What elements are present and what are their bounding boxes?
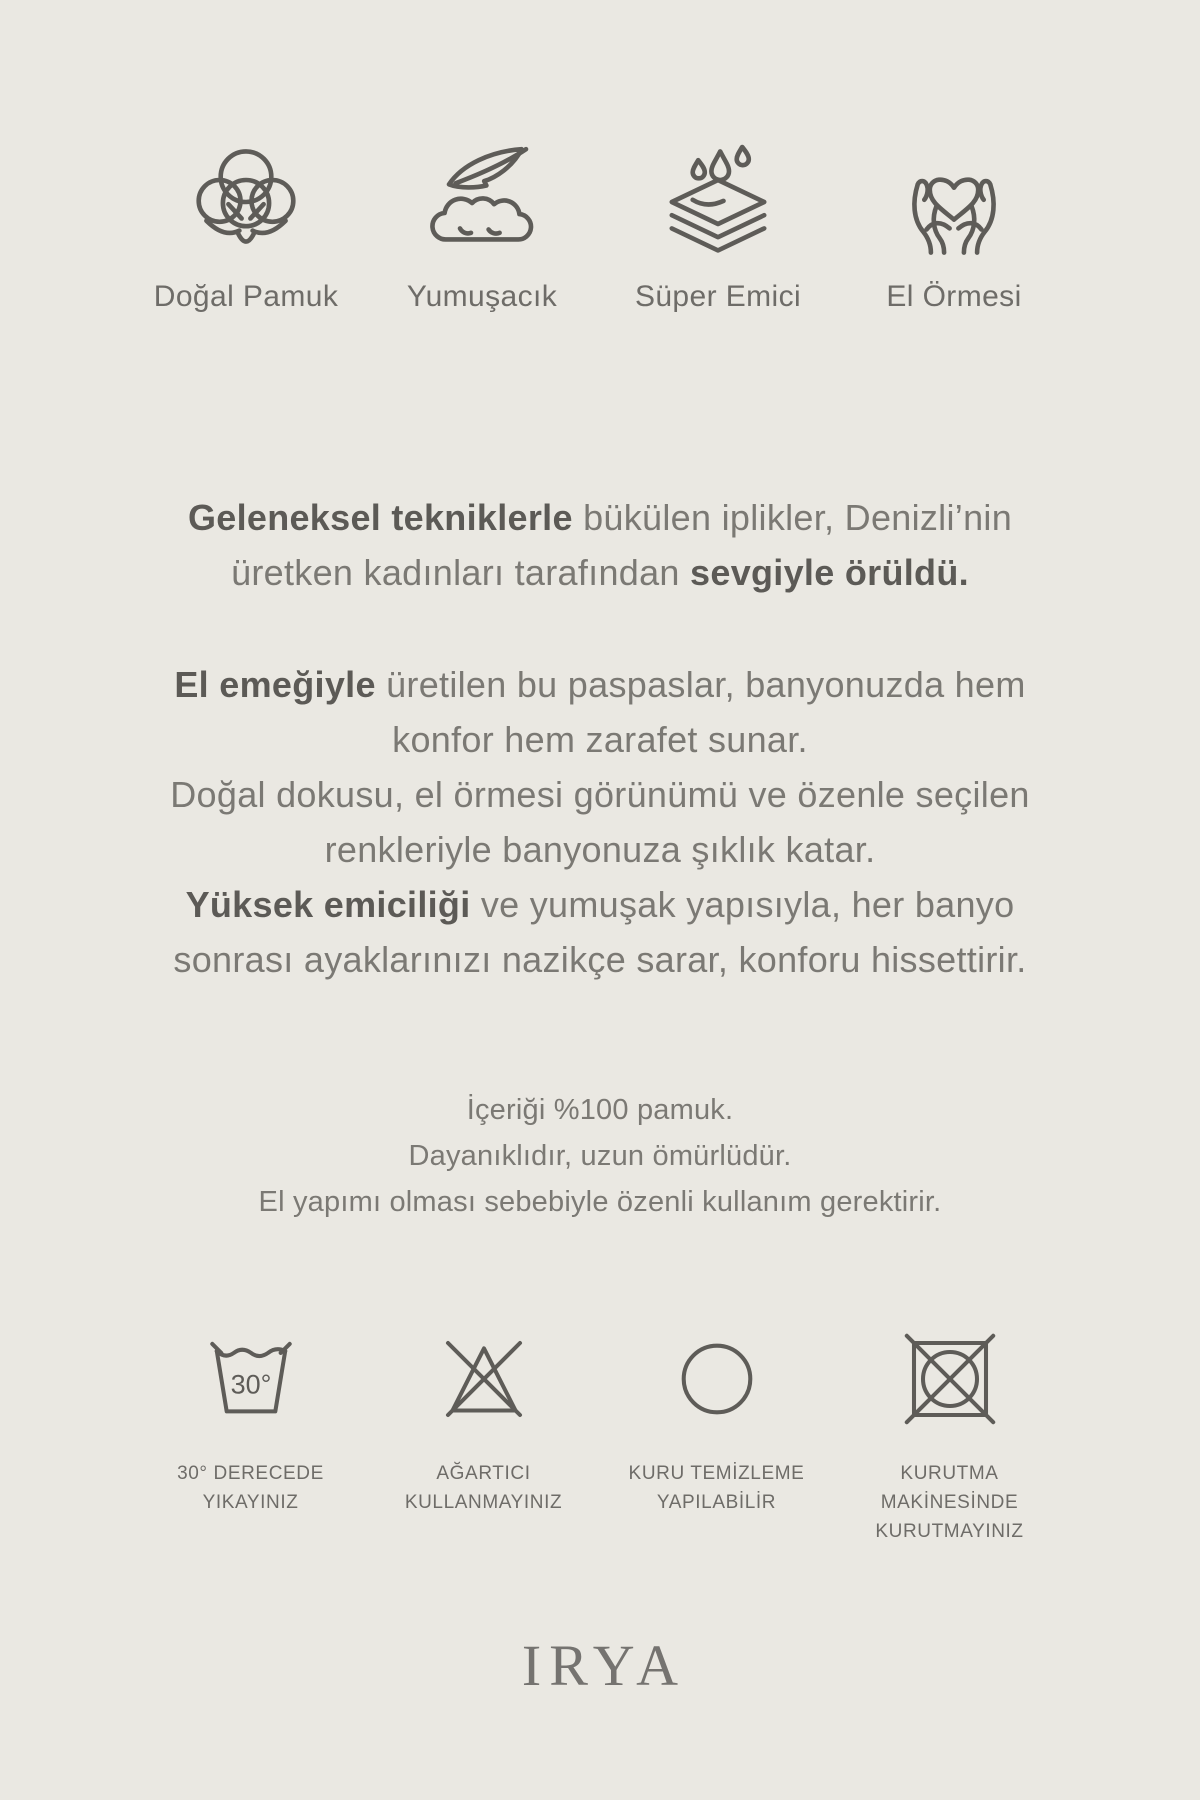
feature-natural-cotton — [128, 136, 364, 314]
cotton-icon — [180, 136, 312, 268]
care-item-no-tumble-dry — [833, 1325, 1066, 1546]
info-line: İçeriği %100 pamuk. — [466, 1094, 734, 1126]
care-label-line: KURUTMAYINIZ — [875, 1521, 1024, 1542]
intro-text: üretken kadınları tarafından — [231, 552, 691, 593]
desc-bold: Yüksek emiciliği — [185, 884, 471, 925]
intro-line — [0, 490, 1200, 545]
feature-label: El Örmesi — [886, 280, 1022, 313]
desc-line — [0, 877, 1200, 932]
desc-line: konfor hem zarafet sunar. — [392, 719, 808, 760]
care-label-line: YIKAYINIZ — [202, 1492, 299, 1513]
care-label-line: 30° DERECEDE — [177, 1463, 324, 1484]
info-line: Dayanıklıdır, uzun ömürlüdür. — [408, 1140, 792, 1172]
care-label-line: KURUTMA MAKİNESİNDE — [880, 1463, 1019, 1513]
absorbent-layers-icon — [652, 136, 784, 268]
feature-hand-knitted — [836, 136, 1072, 314]
care-item-wash-30 — [134, 1325, 367, 1546]
hands-heart-icon — [888, 136, 1020, 268]
feature-label: Süper Emici — [634, 280, 802, 313]
wash-30-icon — [197, 1325, 305, 1433]
care-label-line: KURU TEMİZLEME — [628, 1463, 805, 1484]
intro-bold: sevgiyle örüldü. — [690, 552, 969, 593]
feather-cloud-icon — [416, 136, 548, 268]
description-paragraph — [0, 657, 1200, 987]
dry-clean-icon — [663, 1325, 771, 1433]
desc-line: renkleriyle banyonuza şıklık katar. — [324, 829, 876, 870]
feature-label: Yumuşacık — [406, 280, 558, 313]
feature-label: Doğal Pamuk — [153, 280, 339, 313]
care-label — [629, 1459, 805, 1517]
no-bleach-icon — [430, 1325, 538, 1433]
info-line: El yapımı olması sebebiyle özenli kullanım gerektirir. — [258, 1186, 942, 1218]
care-label — [177, 1459, 324, 1517]
care-instructions-row — [0, 1325, 1200, 1546]
product-info-block — [0, 1087, 1200, 1225]
desc-line: Doğal dokusu, el örmesi görünümü ve özenle seçilen — [170, 774, 1030, 815]
no-tumble-dry-icon — [896, 1325, 1004, 1433]
care-label-line: KULLANMAYINIZ — [404, 1492, 563, 1513]
care-label — [405, 1459, 562, 1517]
intro-line — [0, 545, 1200, 600]
desc-text: üretilen bu paspaslar, banyonuzda hem — [375, 664, 1026, 705]
wash-temp-text: 30° — [230, 1369, 271, 1400]
intro-paragraph — [0, 490, 1200, 600]
care-item-dry-clean — [600, 1325, 833, 1546]
brand-logo: IRYA — [521, 1633, 687, 1698]
feature-soft — [364, 136, 600, 314]
care-label — [833, 1459, 1066, 1546]
feature-super-absorbent — [600, 136, 836, 314]
care-label-line: YAPILABİLİR — [656, 1492, 777, 1513]
features-row — [0, 0, 1200, 314]
care-label-line: AĞARTICI — [436, 1463, 531, 1484]
intro-text: bükülen iplikler, Denizli’nin — [572, 497, 1013, 538]
desc-text: ve yumuşak yapısıyla, her banyo — [470, 884, 1015, 925]
desc-bold: El emeğiyle — [174, 664, 376, 705]
intro-bold: Geleneksel tekniklerle — [187, 497, 573, 538]
care-item-no-bleach — [367, 1325, 600, 1546]
desc-line — [0, 657, 1200, 712]
desc-line: sonrası ayaklarınızı nazikçe sarar, konforu hissettirir. — [173, 939, 1027, 980]
